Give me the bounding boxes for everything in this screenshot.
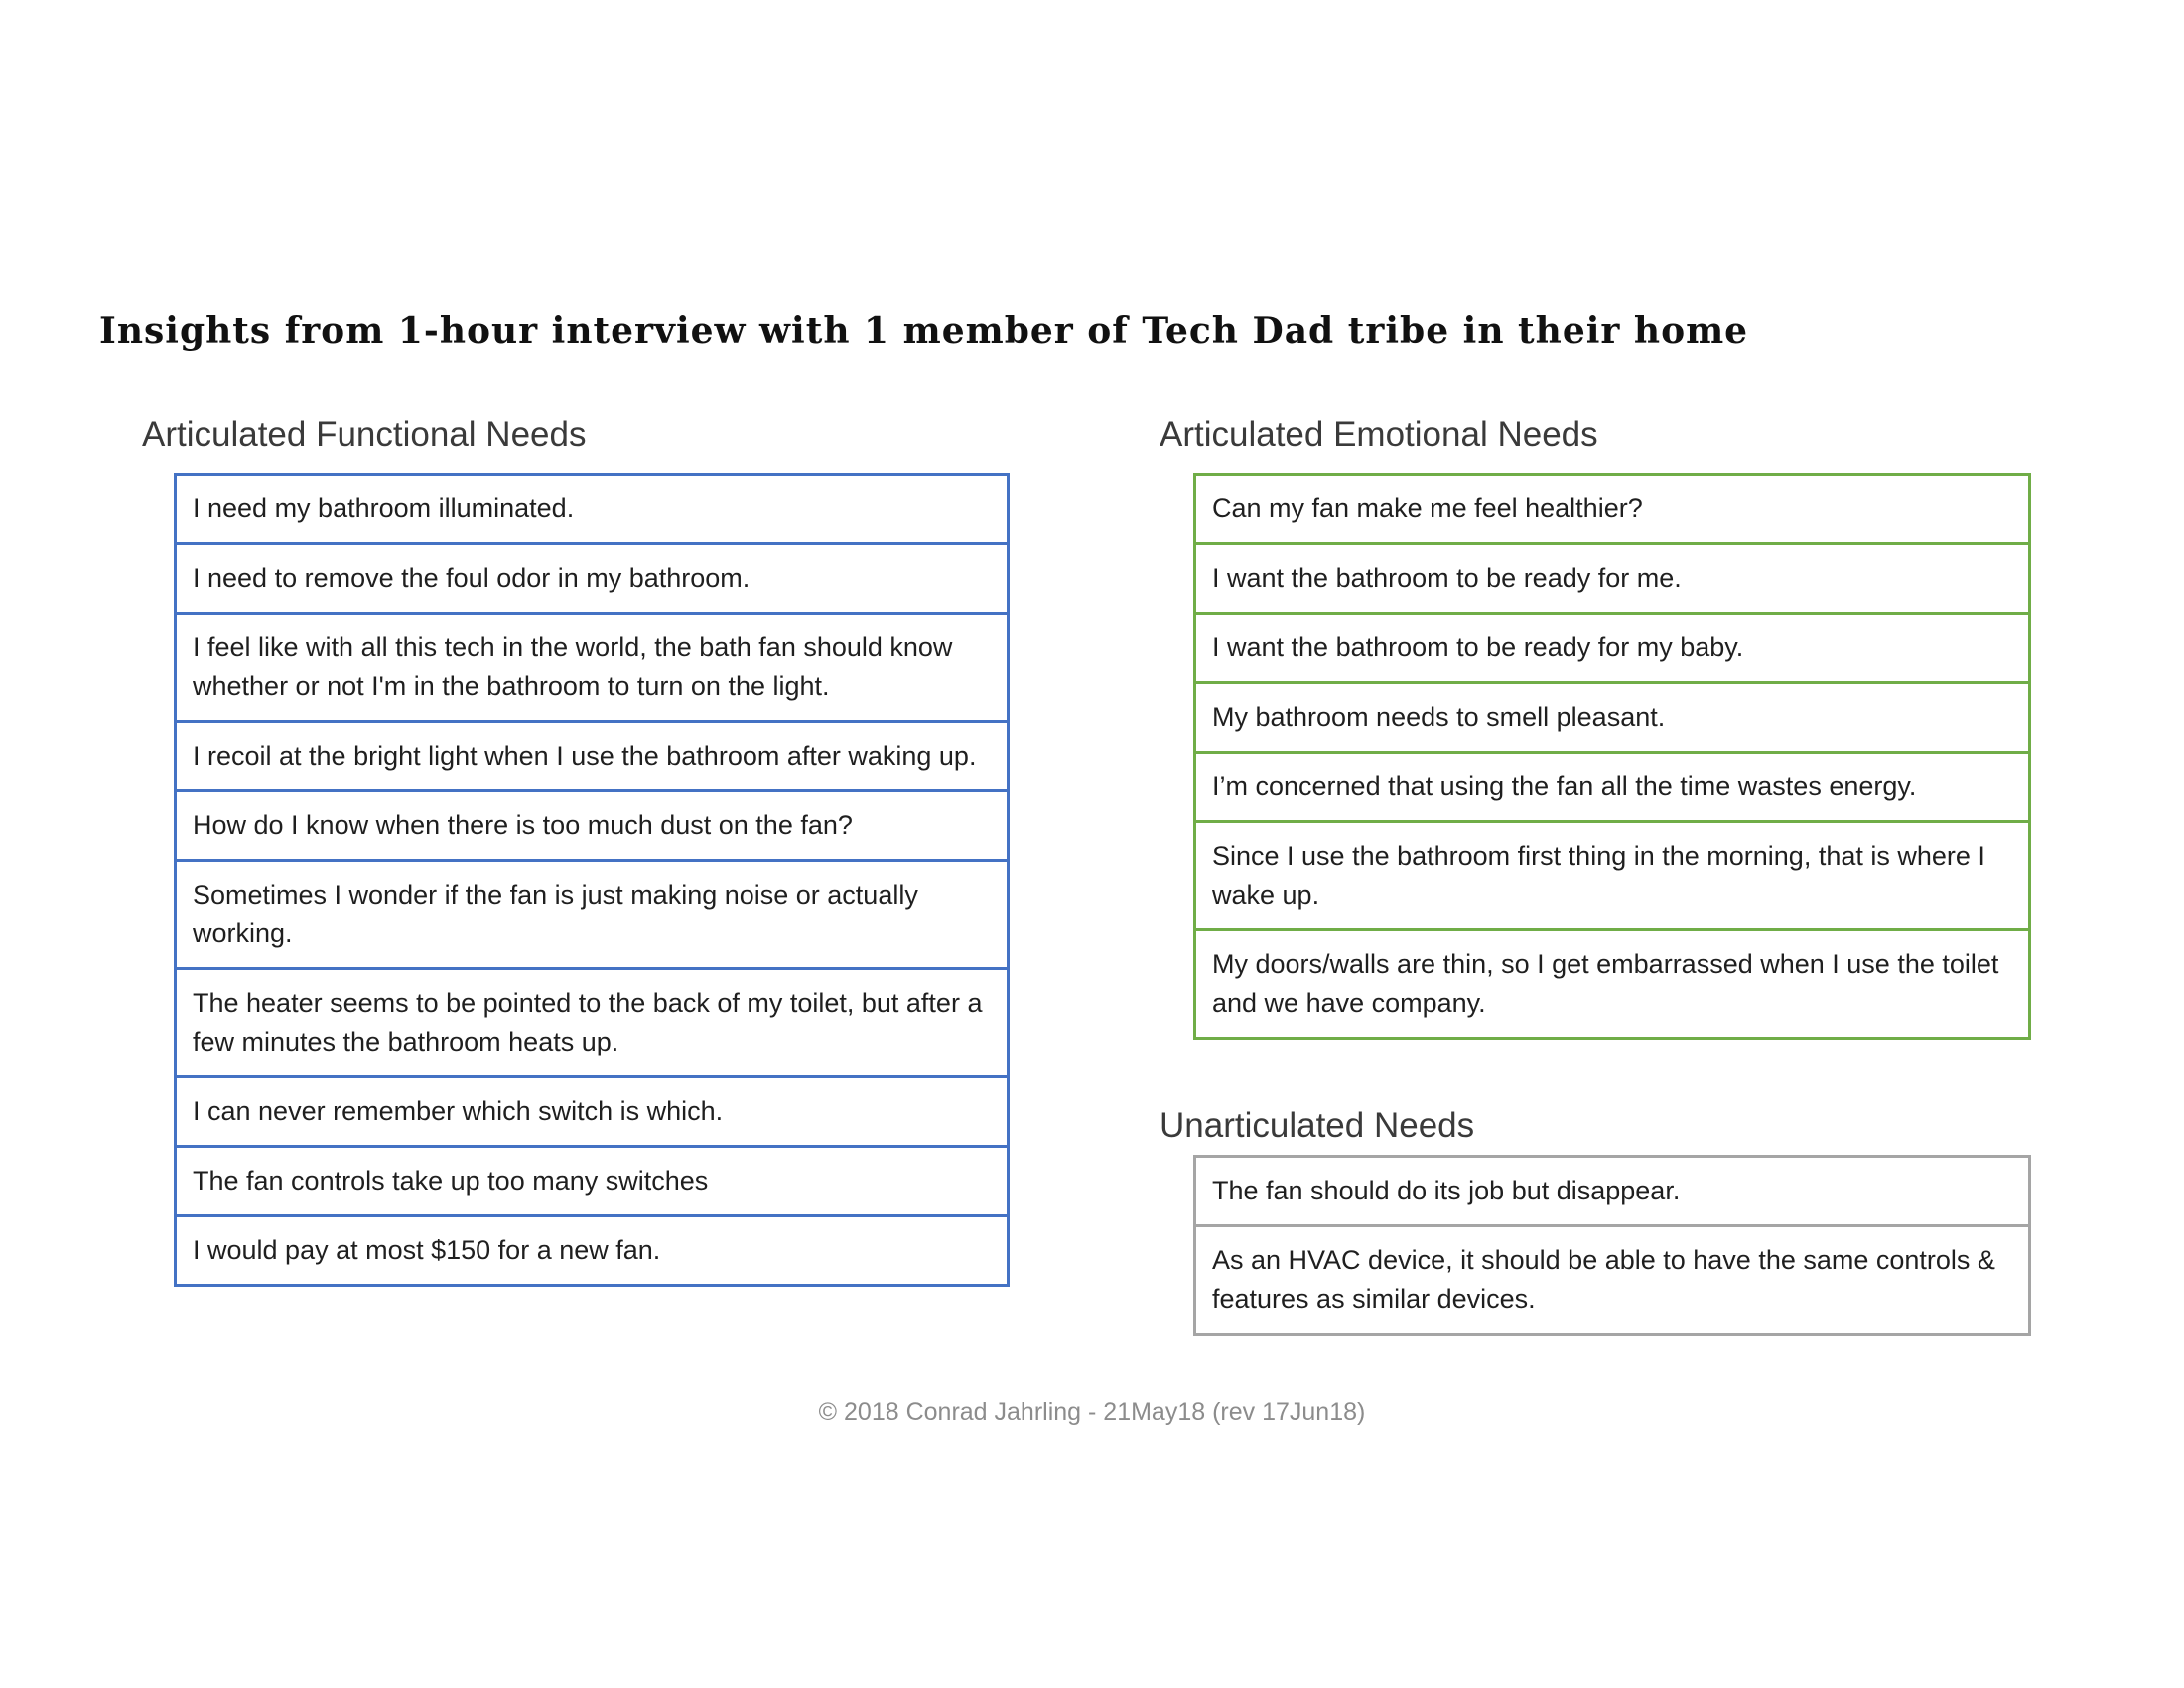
table-cell: I recoil at the bright light when I use the bathroom after waking up. [176, 722, 1009, 791]
table-row [176, 861, 1009, 969]
table-row [1195, 614, 2030, 683]
table-cell: Since I use the bathroom first thing in the morning, that is where I wake up. [1195, 822, 2030, 930]
table-cell: I’m concerned that using the fan all the time wastes energy. [1195, 753, 2030, 822]
emotional-needs-table [1193, 473, 2031, 1040]
page-title: Insights from 1-hour interview with 1 member of Tech Dad tribe in their home [99, 310, 1749, 352]
table-cell: I need my bathroom illuminated. [176, 475, 1009, 544]
table-cell: I want the bathroom to be ready for me. [1195, 544, 2030, 614]
table-cell: I would pay at most $150 for a new fan. [176, 1216, 1009, 1286]
table-cell: The fan should do its job but disappear. [1195, 1157, 2030, 1226]
table-row [176, 722, 1009, 791]
table-cell: I need to remove the foul odor in my bathroom. [176, 544, 1009, 614]
table-cell: I want the bathroom to be ready for my baby. [1195, 614, 2030, 683]
table-row [176, 544, 1009, 614]
table-cell: My doors/walls are thin, so I get embarrassed when I use the toilet and we have company. [1195, 930, 2030, 1039]
table-row [1195, 822, 2030, 930]
table-cell: Sometimes I wonder if the fan is just making noise or actually working. [176, 861, 1009, 969]
emotional-needs-heading: Articulated Emotional Needs [1160, 415, 1598, 454]
table-row [176, 1077, 1009, 1147]
table-row [176, 614, 1009, 722]
table-row [1195, 930, 2030, 1039]
functional-needs-heading: Articulated Functional Needs [142, 415, 587, 454]
table-row [1195, 475, 2030, 544]
table-cell: As an HVAC device, it should be able to have the same controls & features as similar devices. [1195, 1226, 2030, 1335]
table-row [1195, 1226, 2030, 1335]
table-row [176, 1147, 1009, 1216]
table-row [176, 969, 1009, 1077]
functional-needs-table [174, 473, 1010, 1287]
table-row [176, 475, 1009, 544]
table-cell: I feel like with all this tech in the world, the bath fan should know whether or not I'm in the bathroom to turn on the light. [176, 614, 1009, 722]
unarticulated-needs-table [1193, 1155, 2031, 1336]
table-cell: I can never remember which switch is which. [176, 1077, 1009, 1147]
table-cell: The fan controls take up too many switches [176, 1147, 1009, 1216]
table-row [1195, 753, 2030, 822]
table-row [176, 1216, 1009, 1286]
table-cell: Can my fan make me feel healthier? [1195, 475, 2030, 544]
unarticulated-needs-heading: Unarticulated Needs [1160, 1106, 1475, 1145]
copyright-footer: © 2018 Conrad Jahrling - 21May18 (rev 17Jun18) [818, 1398, 1366, 1426]
table-row [1195, 1157, 2030, 1226]
table-row [1195, 544, 2030, 614]
table-row [176, 791, 1009, 861]
table-cell: How do I know when there is too much dust on the fan? [176, 791, 1009, 861]
table-cell: My bathroom needs to smell pleasant. [1195, 683, 2030, 753]
table-cell: The heater seems to be pointed to the back of my toilet, but after a few minutes the bathroom heats up. [176, 969, 1009, 1077]
table-row [1195, 683, 2030, 753]
